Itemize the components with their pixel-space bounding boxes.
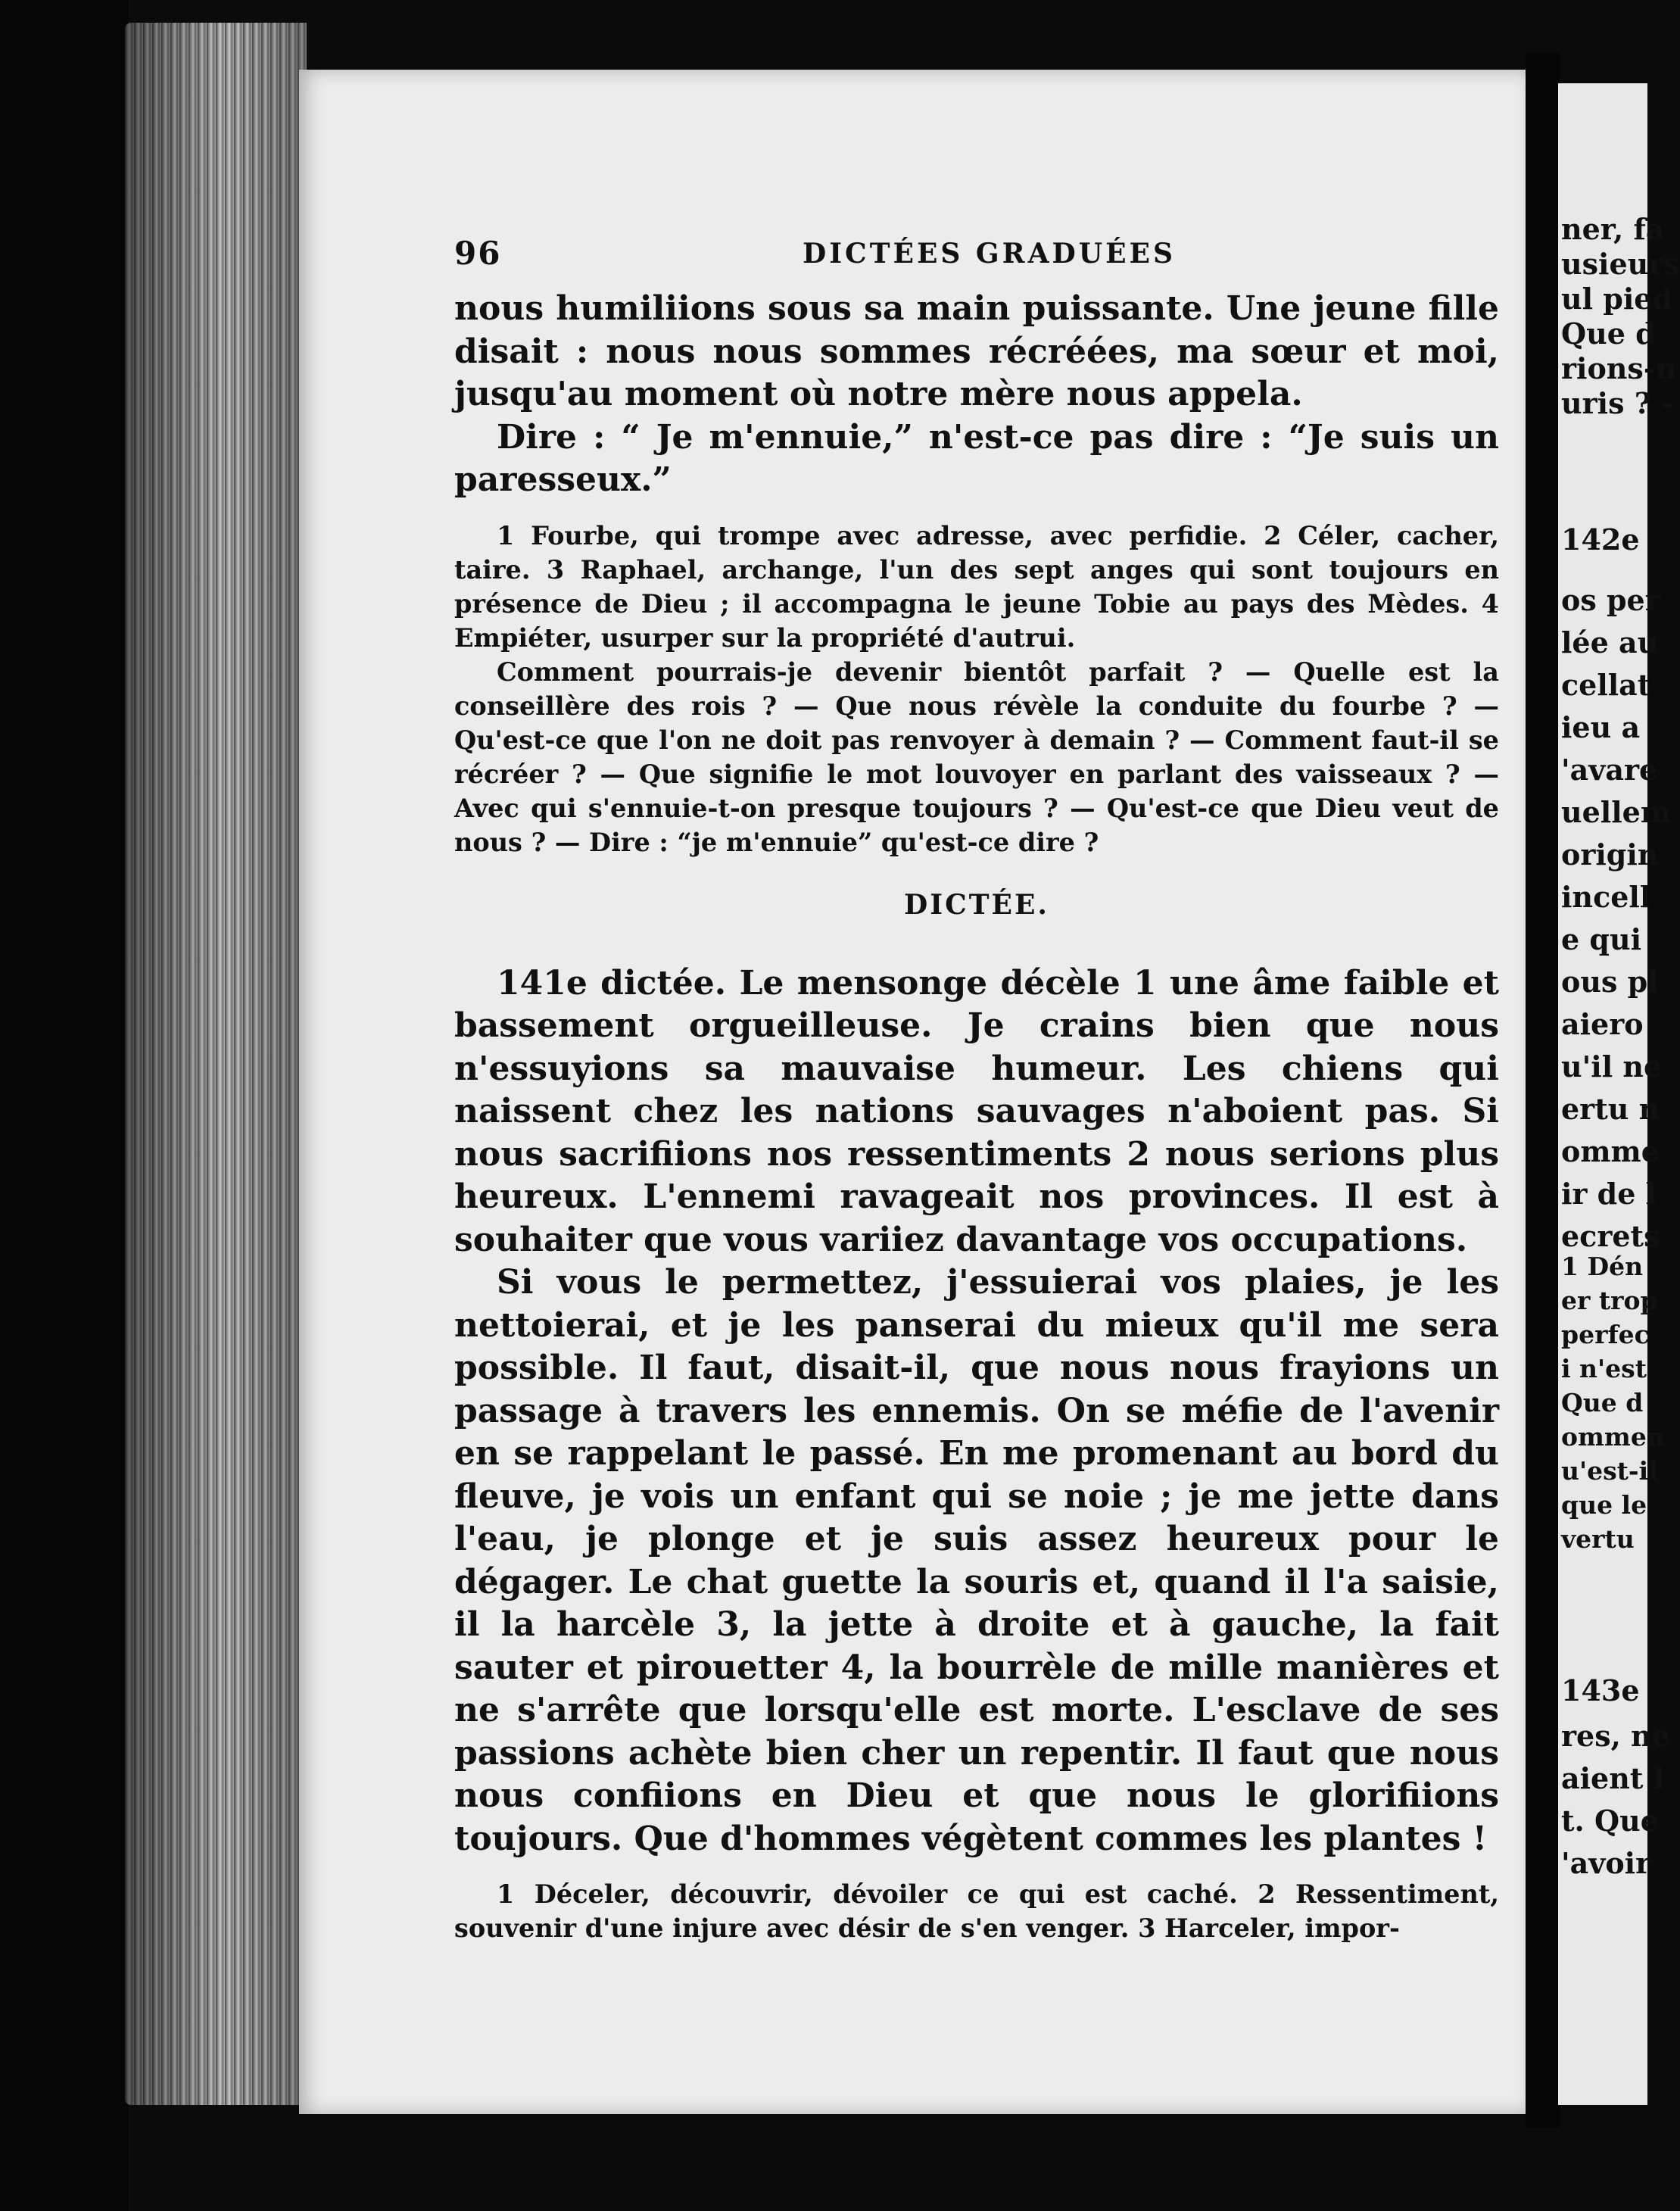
adjacent-page-line: u'il ne xyxy=(1561,1049,1663,1084)
adjacent-page-line: os per xyxy=(1561,583,1660,617)
adjacent-page-line: perfec xyxy=(1561,1320,1650,1349)
adjacent-page-line: er trop xyxy=(1561,1286,1658,1315)
questions: Comment pourrais-je devenir bientôt parfait ? — Quelle est la conseillère des rois ? — Que nous révèle la conduite du fourbe ? — Qu'est-ce que l'on ne doit pas renvoyer à demain ? — Comment faut-il se récréer ? — Que signifie le mot louvoyer en parlant des vaisseaux ? — Avec qui s'ennuie-t-on presque toujours ? — Qu'est-ce que Dieu veut de nous ? — Dire : “je m'ennuie” qu'est-ce dire ? xyxy=(454,656,1499,857)
adjacent-page-line: Que d xyxy=(1561,317,1656,351)
adjacent-page-line: lée au xyxy=(1561,625,1659,660)
adjacent-page-line: e qui xyxy=(1561,922,1642,956)
adjacent-page-line: ir de l xyxy=(1561,1177,1657,1211)
adjacent-page-line: i n'est xyxy=(1561,1354,1647,1383)
page-stack-shade xyxy=(125,23,307,2105)
running-title: DICTÉES GRADUÉES xyxy=(803,238,1176,270)
page-number: 96 xyxy=(454,235,502,272)
adjacent-page-line: 143e xyxy=(1561,1673,1640,1707)
adjacent-page-line: ommen xyxy=(1561,1422,1665,1452)
adjacent-page-line: 1 Dén xyxy=(1561,1252,1644,1281)
adjacent-page-line: u'est-il xyxy=(1561,1456,1658,1486)
dictee-text-1: Le mensonge décèle 1 une âme faible et bassement orgueilleuse. Je crains bien que nous n'essuyions sa mauvaise humeur. Les chiens qui naissent chez les nations sauvages n'aboient pas. Si nous sacrifiions nos ressentiments 2 nous serions plus heureux. L'ennemi ravageait nos provinces. Il est à souhaiter que vous variiez davantage vos occupations. xyxy=(454,963,1500,1259)
adjacent-page-line: usieurs xyxy=(1561,247,1680,281)
adjacent-page-line: ous pl xyxy=(1561,965,1659,999)
dictee-paragraph-1 xyxy=(454,962,1499,1262)
adjacent-page-line: 142e xyxy=(1561,522,1640,557)
adjacent-page-line: uellem xyxy=(1561,795,1672,829)
adjacent-page-line: 'avoir xyxy=(1561,1846,1651,1880)
book-edge-dark xyxy=(0,0,129,2211)
adjacent-page-line: Que d xyxy=(1561,1388,1644,1417)
adjacent-page-line: ecrets xyxy=(1561,1219,1660,1253)
adjacent-page-line: vertu xyxy=(1561,1524,1635,1554)
adjacent-page-line: ieu a xyxy=(1561,710,1641,744)
adjacent-page-line: uris ? - xyxy=(1561,386,1673,420)
adjacent-page-line: aiero xyxy=(1561,1007,1644,1041)
footnotes-top: 1 Fourbe, qui trompe avec adresse, avec perfidie. 2 Céler, cacher, taire. 3 Raphael, archange, l'un des sept anges qui sont toujours en présence de Dieu ; il accompagna le jeune Tobie au pays des Mèdes. 4 Empiéter, usurper sur la propriété d'autrui. xyxy=(454,520,1499,653)
dictee-label: 141e dictée. xyxy=(497,963,727,1003)
dictee-paragraph-2: Si vous le permettez, j'essuierai vos plaies, je les nettoierai, et je les panserai du mieux qu'il me sera possible. Il faut, disait-il, que nous nous frayions un passage à travers les ennemis. On se méfie de l'avenir en se rappelant le passé. En me promenant au bord du fleuve, je vois un enfant qui se noie ; je me jette dans l'eau, je plonge et je suis assez heureux pour le dégager. Le chat guette la souris et, quand il l'a saisie, il la harcèle 3, la jette à droite et à gauche, la fait sauter et pirouetter 4, la bourrèle de mille manières et ne s'arrête que lorsqu'elle est morte. L'esclave de ses passions achète bien cher un repentir. Il faut que nous nous confiions en Dieu et que nous le glorifiions toujours. Que d'hommes végètent commes les plantes ! xyxy=(454,1263,1499,1858)
adjacent-page-line: origin xyxy=(1561,837,1659,872)
adjacent-page-line: rions-n xyxy=(1561,351,1677,385)
adjacent-page-line: incell xyxy=(1561,880,1651,914)
adjacent-page-line: que le xyxy=(1561,1490,1647,1520)
adjacent-page-fragment xyxy=(1558,83,1680,2105)
section-title: DICTÉE. xyxy=(904,888,1049,921)
paragraph-dire: Dire : “ Je m'ennuie,” n'est-ce pas dire : “Je suis un paresseux.” xyxy=(454,417,1499,499)
adjacent-page-line: ner, fa xyxy=(1561,212,1665,246)
adjacent-page-line: ertu n xyxy=(1561,1092,1660,1126)
adjacent-page-line: omme xyxy=(1561,1134,1660,1168)
page-content xyxy=(454,227,1499,1945)
adjacent-page-line: aient l xyxy=(1561,1761,1665,1795)
adjacent-page-line: t. Que xyxy=(1561,1804,1659,1838)
adjacent-page-line: res, ne xyxy=(1561,1719,1670,1753)
adjacent-page-line: cellat xyxy=(1561,668,1651,702)
running-head xyxy=(454,227,1499,288)
footnotes-bottom: 1 Déceler, découvrir, dévoiler ce qui est caché. 2 Ressentiment, souvenir d'une injure avec désir de s'en venger. 3 Harceler, impor- xyxy=(454,1879,1499,1943)
adjacent-page-line: ul pied xyxy=(1561,282,1673,316)
adjacent-page-line: 'avare xyxy=(1561,753,1658,787)
paragraph-continued: nous humiliions sous sa main puissante. Une jeune fille disait : nous nous sommes récréées, ma sœur et moi, jusqu'au moment où notre mère nous appela. xyxy=(454,289,1499,413)
book-gutter xyxy=(1526,53,1560,2128)
